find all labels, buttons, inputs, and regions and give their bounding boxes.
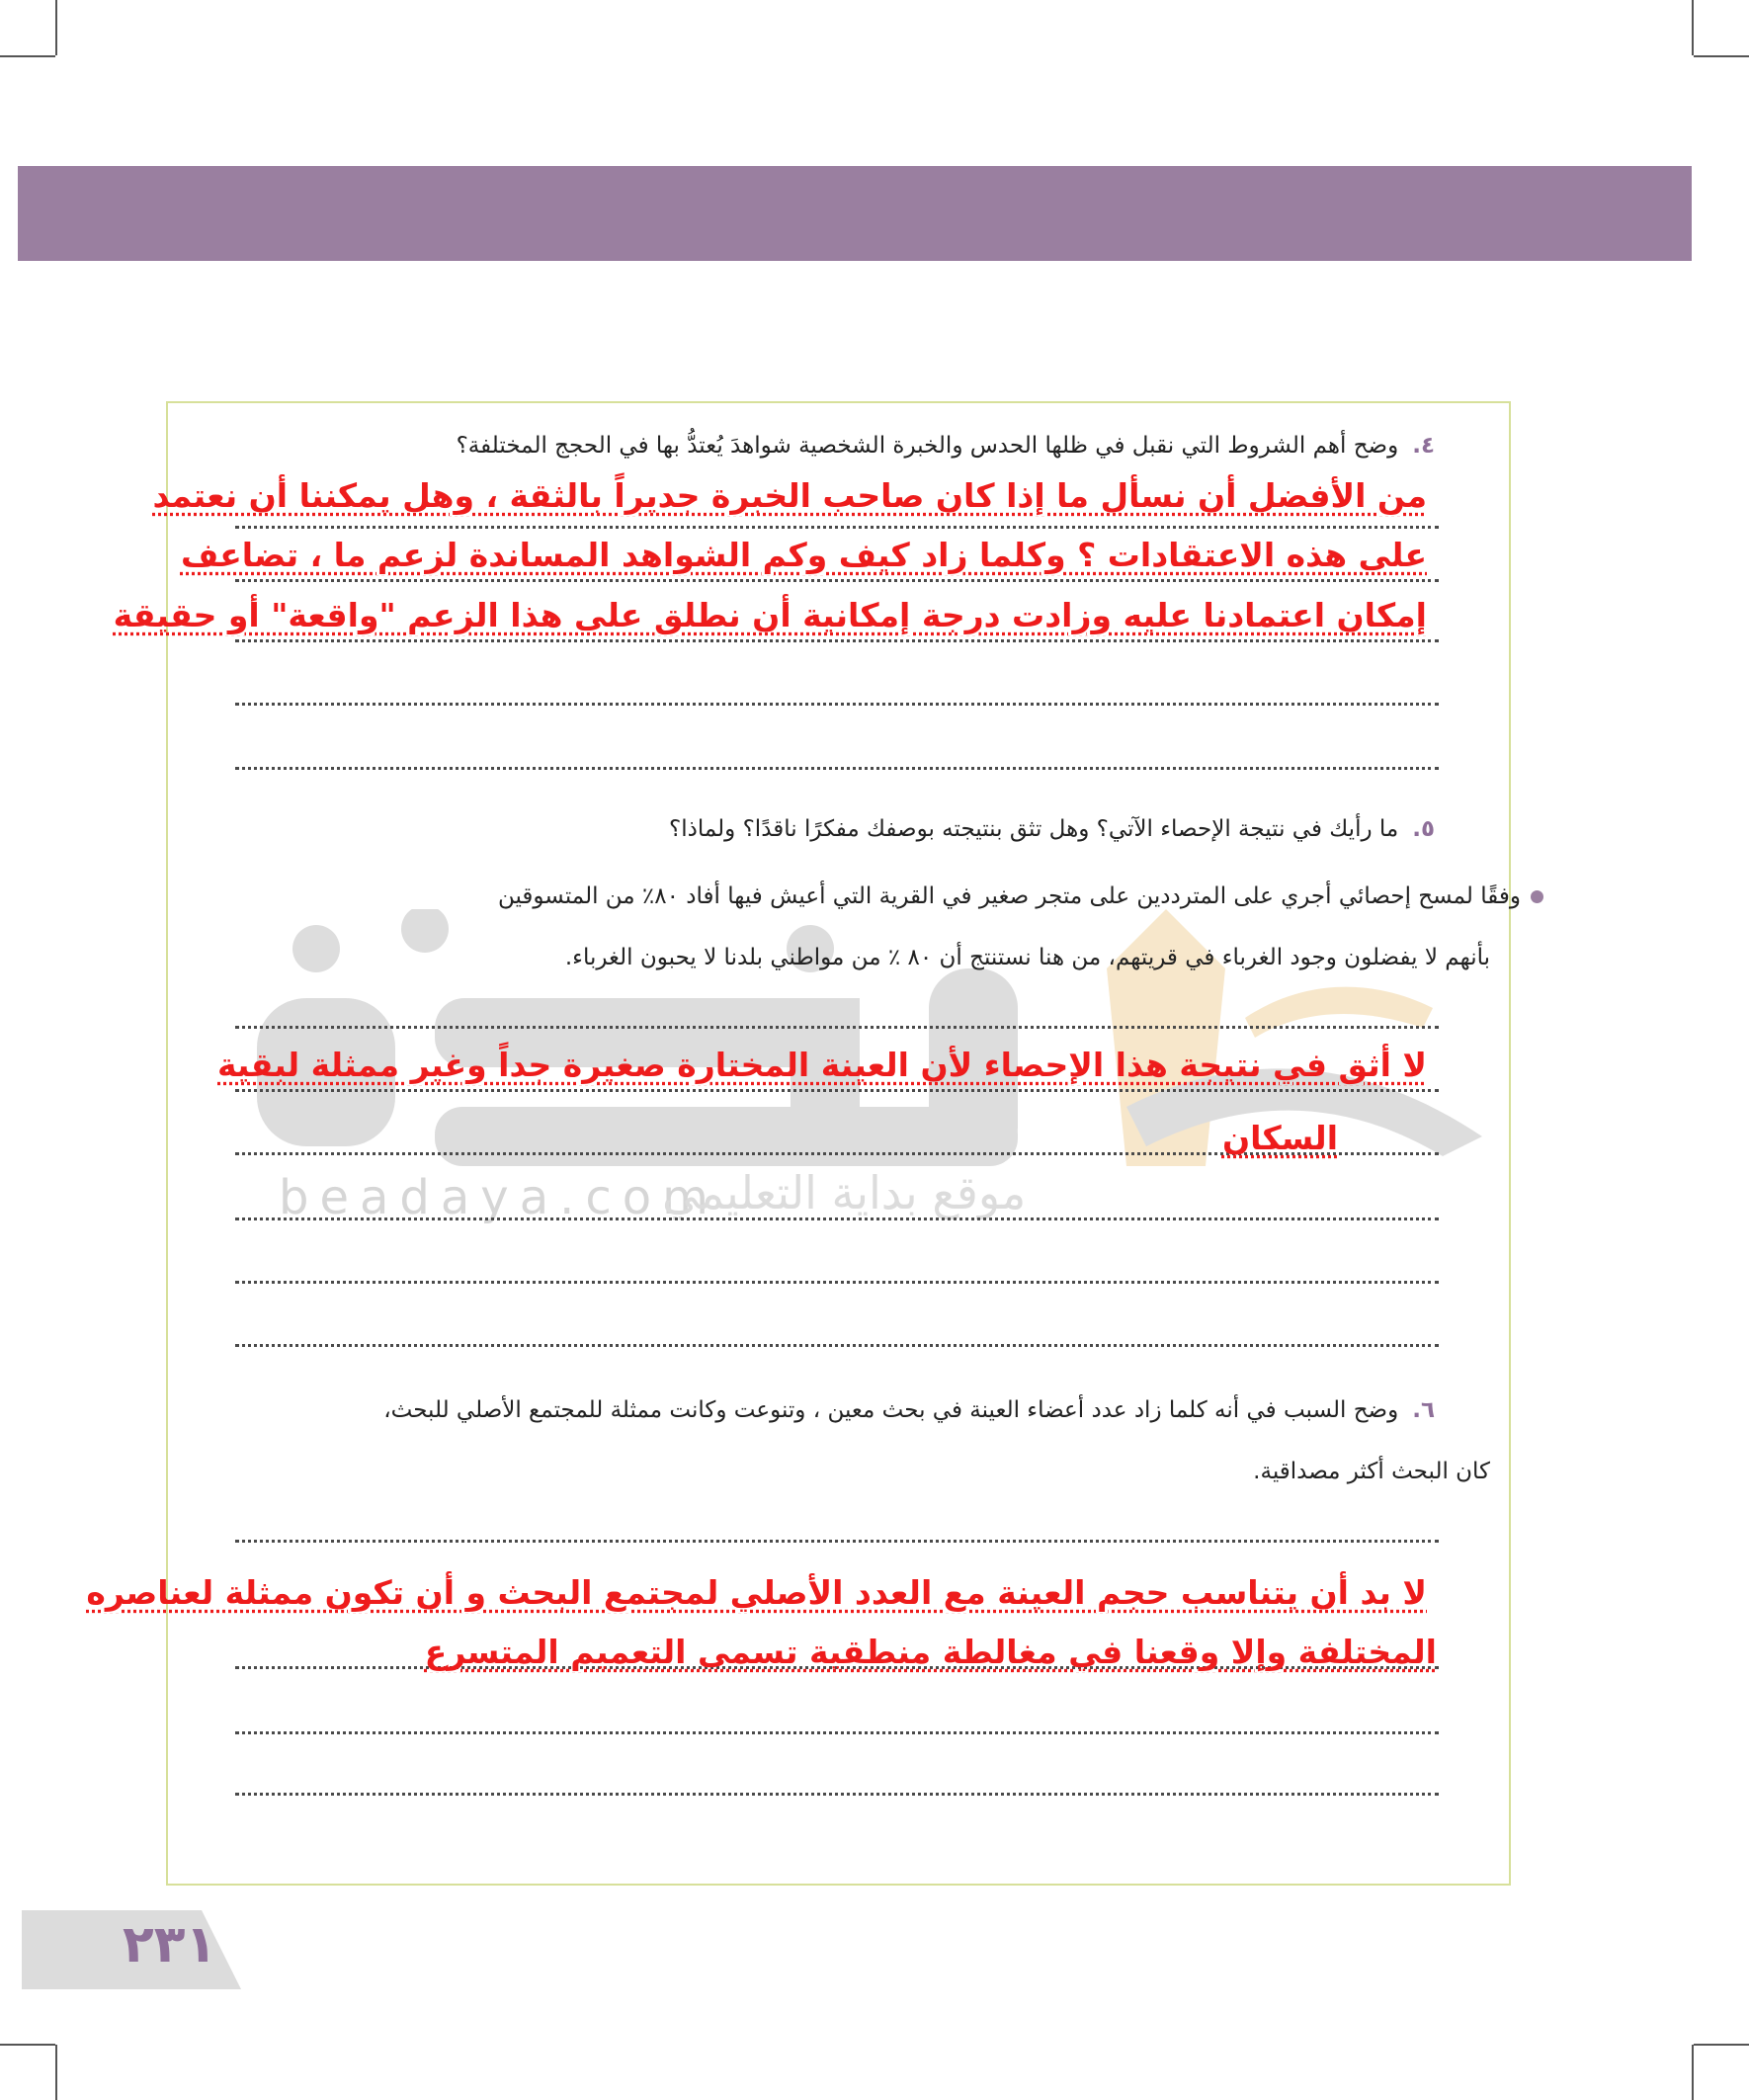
answer-line: [235, 526, 1439, 529]
answer-line: [235, 703, 1439, 706]
watermark-latin-text: beadaya.com: [279, 1170, 719, 1225]
question-6: [383, 1397, 1435, 1423]
answer-text: من الأفضل أن نسأل ما إذا كان صاحب الخبرة جديراً بالثقة ، وهل يمكننا أن نعتمد: [152, 476, 1427, 515]
header-band: [18, 166, 1692, 261]
answer-line: [235, 1731, 1439, 1734]
answer-text: المختلفة وإلا وقعنا في مغالطة منطقية تسمى التعميم المتسرع: [424, 1633, 1437, 1671]
answer-line: [235, 1089, 1439, 1092]
crop-mark: [1692, 2045, 1694, 2100]
question-5-statement: [498, 883, 1543, 909]
crop-mark: [55, 0, 57, 55]
question-number: ٥.: [1412, 816, 1435, 842]
answer-text: على هذه الاعتقادات ؟ وكلما زاد كيف وكم الشواهد المساندة لزعم ما ، تضاعف: [180, 536, 1427, 574]
crop-mark: [55, 2045, 57, 2100]
question-number: ٤.: [1412, 433, 1435, 459]
answer-line: [235, 1218, 1439, 1220]
statement-text: بأنهم لا يفضلون وجود الغرباء في قريتهم، من هنا نستنتج أن ٨٠ ٪ من مواطني بلدنا لا يحبون الغرباء.: [564, 945, 1490, 970]
crop-mark: [0, 55, 55, 57]
answer-line: [235, 767, 1439, 770]
crop-mark: [1694, 2044, 1749, 2046]
bullet-icon: [1531, 890, 1543, 903]
question-text: وضح أهم الشروط التي نقبل في ظلها الحدس والخبرة الشخصية شواهدَ يُعتدُّ بها في الحجج المختلفة؟: [456, 433, 1399, 459]
question-5: [669, 816, 1435, 842]
crop-mark: [1692, 0, 1694, 55]
page-number: ٢٣١: [123, 1915, 217, 1974]
answer-line: [235, 1540, 1439, 1543]
question-text: كان البحث أكثر مصداقية.: [1253, 1459, 1490, 1484]
question-text: ما رأيك في نتيجة الإحصاء الآتي؟ وهل تثق بنتيجته بوصفك مفكرًا ناقدًا؟ ولماذا؟: [669, 816, 1399, 842]
statement-text: وفقًا لمسح إحصائي أجري على المترددين على متجر صغير في القرية التي أعيش فيها أفاد ٨٠٪ من المتسوقين: [497, 883, 1521, 909]
answer-text: السكان: [1221, 1119, 1338, 1157]
answer-line: [235, 1281, 1439, 1284]
question-text: وضح السبب في أنه كلما زاد عدد أعضاء العينة في بحث معين ، وتنوعت وكانت ممثلة للمجتمع الأصلي للبحث،: [383, 1397, 1399, 1423]
crop-mark: [0, 2044, 55, 2046]
answer-line: [235, 1793, 1439, 1796]
watermark-arabic-text: موقع بداية التعليمي: [662, 1166, 1027, 1219]
crop-mark: [1694, 55, 1749, 57]
answer-line: [235, 1344, 1439, 1347]
answer-line: [235, 639, 1439, 642]
answer-line: [235, 579, 1439, 582]
question-number: ٦.: [1412, 1397, 1435, 1423]
answer-text: لا بد أن يتناسب حجم العينة مع العدد الأصلي لمجتمع البحث و أن تكون ممثلة لعناصره: [86, 1573, 1427, 1612]
answer-text: إمكان اعتمادنا عليه وزادت درجة إمكانية أن نطلق على هذا الزعم "واقعة" أو حقيقة: [113, 596, 1427, 634]
question-5-statement: [565, 945, 1490, 970]
answer-line: [235, 1026, 1439, 1029]
question-6-continuation: [1253, 1459, 1490, 1484]
answer-text: لا أثق في نتيجة هذا الإحصاء لأن العينة المختارة صغيرة جداً وغير ممثلة لبقية: [217, 1046, 1427, 1084]
question-4: [457, 433, 1435, 459]
